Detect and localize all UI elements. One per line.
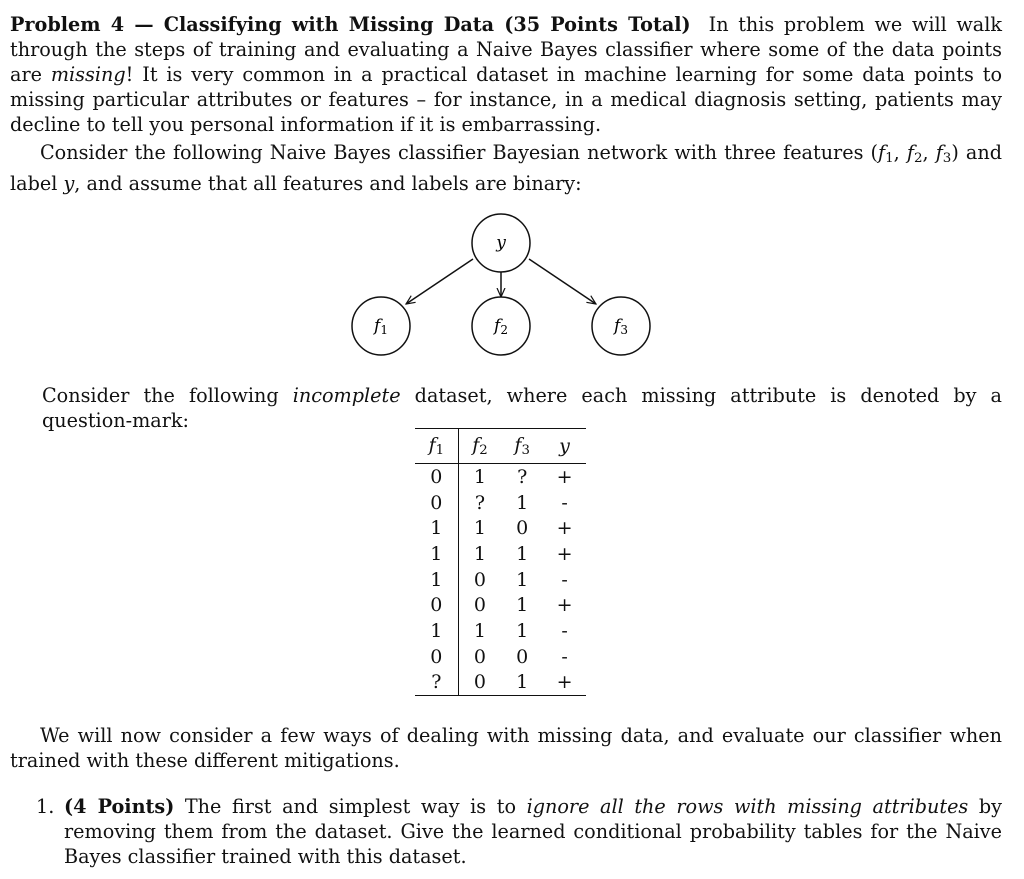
table-row: 1 1 1 + <box>415 541 586 567</box>
question-1-points: (4 Points) <box>64 795 175 818</box>
node-y-label: y <box>496 233 506 253</box>
edge-y-f1 <box>406 259 473 304</box>
table-row: 0 ? 1 - <box>415 490 586 516</box>
table-row: 1 1 0 + <box>415 515 586 541</box>
mitigation-intro: We will now consider a few ways of dealing with missing data, and evaluate our classifier when trained with these different mitigations. <box>10 724 1002 772</box>
problem-heading: Problem 4 — Classifying with Missing Data (35 Points Total) <box>10 13 691 36</box>
intro-text-b: ! It is very common in a practical dataset in machine learning for some data points to missing particular attributes or features – for instance, in a medical diagnosis setting, patients may decline to tell you personal information if it is embarrassing. <box>10 63 1002 136</box>
feature-f1-inline: f <box>878 141 886 164</box>
feature-f2-inline: f <box>906 141 914 164</box>
node-f3-label: f3 <box>614 316 628 337</box>
intro-emphasis: missing <box>50 63 126 86</box>
question-1-number: 1. <box>36 795 55 818</box>
table-row: 1 1 1 - <box>415 618 586 644</box>
label-y-inline: y <box>63 172 75 195</box>
feature-f3-inline: f <box>935 141 943 164</box>
header-f1: $f_1$ <box>415 429 458 464</box>
header-y: y <box>543 429 586 464</box>
dataset-table <box>415 428 586 696</box>
table-row: ? 0 1 + <box>415 670 586 696</box>
header-f2: $f_2$ <box>458 429 501 464</box>
edge-y-f3 <box>529 259 596 304</box>
table-row: 0 0 1 + <box>415 592 586 618</box>
dataset-intro-text-b: dataset, where each missing attribute is denoted by a question-mark: <box>42 384 1002 432</box>
table-row: 0 0 0 - <box>415 644 586 670</box>
header-f3: $f_3$ <box>501 429 543 464</box>
table-header-row <box>415 429 586 464</box>
question-1-emphasis: ignore all the rows with missing attributes <box>526 795 969 818</box>
dataset-intro <box>42 383 1002 433</box>
network-intro-text-a: Consider the following Naive Bayes classifier Bayesian network with three features ( <box>40 141 878 164</box>
network-intro-text-c: , and assume that all features and labels are binary: <box>74 172 582 195</box>
node-f1-label: f1 <box>374 316 388 337</box>
question-1: 1. (4 Points) The first and simplest way is to ignore all the rows with missing attributes by removing them from the dataset. Give the learned conditional probability tables for the Naive Bayes classifier trained with this dataset. <box>36 795 1002 868</box>
network-intro: Consider the following Naive Bayes classifier Bayesian network with three features ($f_1$, $f_2$, $f_3$) and label y, and assume that all features and labels are binary: <box>10 141 1002 195</box>
node-f2-label: f2 <box>494 316 508 337</box>
intro-text-a: In this problem we will walk through the steps of training and evaluating a Naive Bayes classifier where some of the data points are <box>10 13 1002 86</box>
dataset-intro-text-a: Consider the following <box>42 384 293 407</box>
network-intro-text-b: ) and label <box>10 141 1002 195</box>
table-row: 1 0 1 - <box>415 567 586 593</box>
table-row: 0 1 ? + <box>415 464 586 490</box>
dataset-intro-emphasis: incomplete <box>292 384 401 407</box>
